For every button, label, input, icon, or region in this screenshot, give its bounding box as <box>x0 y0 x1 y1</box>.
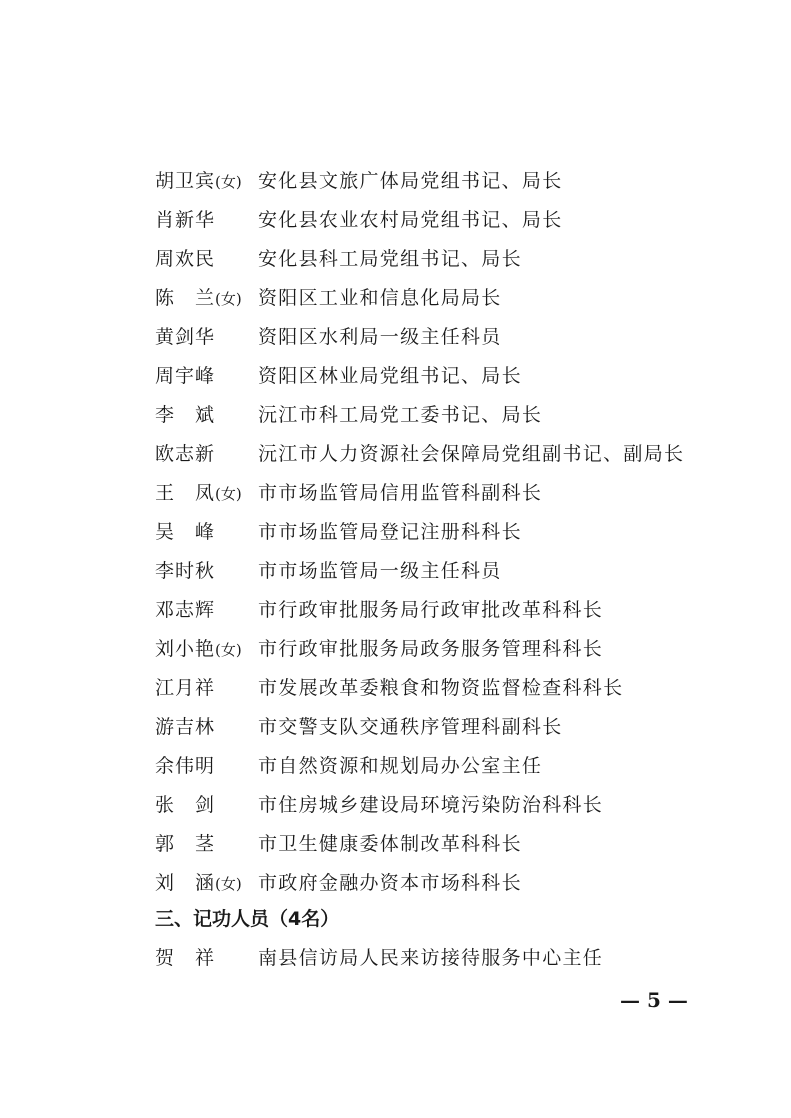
list-item <box>0 670 791 706</box>
list-item <box>0 748 791 784</box>
person-name: 王 凤(女) <box>155 482 242 504</box>
list-item <box>0 241 791 277</box>
person-title: 市卫生健康委体制改革科科长 <box>258 833 522 855</box>
list-item <box>0 358 791 394</box>
person-name: 刘 涵(女) <box>155 872 242 894</box>
person-title: 市市场监管局登记注册科科长 <box>258 521 522 543</box>
list-item <box>0 514 791 550</box>
gender-note: (女) <box>215 641 242 659</box>
person-name: 肖新华 <box>155 209 216 231</box>
person-title: 资阳区林业局党组书记、局长 <box>258 365 522 387</box>
list-item <box>0 826 791 862</box>
gender-note: (女) <box>215 173 242 191</box>
person-title: 市行政审批服务局行政审批改革科科长 <box>258 599 604 621</box>
list-item <box>0 397 791 433</box>
list-item <box>0 709 791 745</box>
person-name: 吴 峰 <box>155 521 216 543</box>
person-name: 邓志辉 <box>155 599 216 621</box>
person-name: 周宇峰 <box>155 365 216 387</box>
person-title: 南县信访局人民来访接待服务中心主任 <box>258 947 604 969</box>
list-item <box>0 787 791 823</box>
person-name: 陈 兰(女) <box>155 287 242 309</box>
person-name: 李 斌 <box>155 404 216 426</box>
list-item <box>0 319 791 355</box>
list-item <box>0 940 791 976</box>
list-item <box>0 553 791 589</box>
list-item <box>0 475 791 511</box>
page-number: — 5 — <box>620 988 688 1012</box>
person-title: 市自然资源和规划局办公室主任 <box>258 755 543 777</box>
person-title: 市交警支队交通秩序管理科副科长 <box>258 716 563 738</box>
person-name: 李时秋 <box>155 560 216 582</box>
list-item <box>0 631 791 667</box>
person-title: 沅江市人力资源社会保障局党组副书记、副局长 <box>258 443 685 465</box>
list-item <box>0 280 791 316</box>
person-name: 胡卫宾(女) <box>155 170 242 192</box>
person-title: 安化县科工局党组书记、局长 <box>258 248 522 270</box>
list-item <box>0 202 791 238</box>
person-title: 市住房城乡建设局环境污染防治科科长 <box>258 794 604 816</box>
person-title: 市政府金融办资本市场科科长 <box>258 872 522 894</box>
person-name: 黄剑华 <box>155 326 216 348</box>
gender-note: (女) <box>215 290 242 308</box>
person-title: 安化县文旅广体局党组书记、局长 <box>258 170 563 192</box>
person-name: 刘小艳(女) <box>155 638 242 660</box>
person-name: 游吉林 <box>155 716 216 738</box>
person-name: 张 剑 <box>155 794 216 816</box>
person-title: 资阳区水利局一级主任科员 <box>258 326 502 348</box>
person-name: 欧志新 <box>155 443 216 465</box>
gender-note: (女) <box>215 875 242 893</box>
list-item <box>0 163 791 199</box>
person-title: 市行政审批服务局政务服务管理科科长 <box>258 638 604 660</box>
section-heading: 三、记功人员（4名） <box>155 908 340 930</box>
gender-note: (女) <box>215 485 242 503</box>
list-item <box>0 436 791 472</box>
person-title: 安化县农业农村局党组书记、局长 <box>258 209 563 231</box>
list-item <box>0 865 791 901</box>
person-name: 余伟明 <box>155 755 216 777</box>
person-title: 市市场监管局信用监管科副科长 <box>258 482 543 504</box>
person-title: 沅江市科工局党工委书记、局长 <box>258 404 543 426</box>
person-title: 资阳区工业和信息化局局长 <box>258 287 502 309</box>
list-item <box>0 592 791 628</box>
person-name: 郭 茎 <box>155 833 216 855</box>
person-name: 贺 祥 <box>155 947 216 969</box>
person-name: 江月祥 <box>155 677 216 699</box>
person-title: 市市场监管局一级主任科员 <box>258 560 502 582</box>
person-title: 市发展改革委粮食和物资监督检查科科长 <box>258 677 624 699</box>
person-name: 周欢民 <box>155 248 216 270</box>
